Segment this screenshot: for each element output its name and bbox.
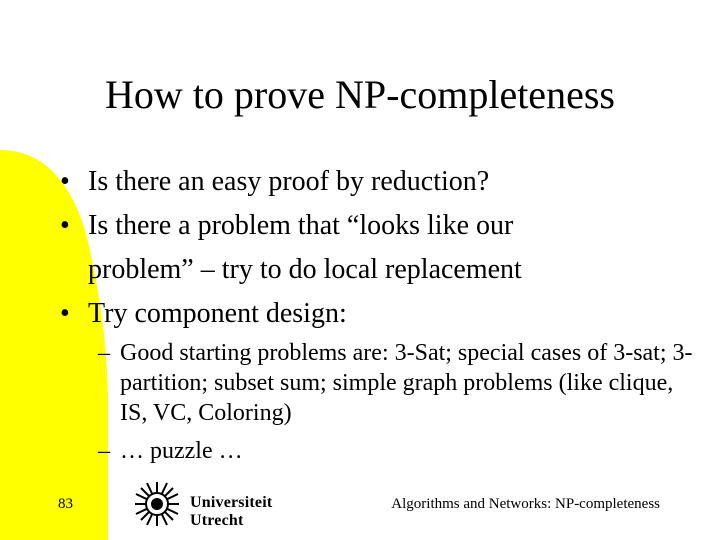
bullet-item (60, 160, 700, 204)
sub-bullet-item (98, 436, 698, 466)
sub-bullet-text: Good starting problems are: 3-Sat; special cases of 3-sat; 3-partition; subset sum; simple graph problems (like clique, IS, VC, Coloring) (120, 340, 693, 426)
bullet-item (60, 292, 700, 336)
bullet-item (60, 204, 608, 292)
bullet-marker: • (60, 298, 70, 329)
logo-text: Universiteit Utrecht (190, 494, 273, 529)
sub-bullet-marker: – (98, 340, 110, 366)
bullet-text: Is there an easy proof by reduction? (88, 166, 490, 197)
bullet-marker: • (60, 166, 70, 197)
sun-seal-icon (132, 480, 182, 528)
bullet-text: Try component design: (88, 298, 347, 329)
sub-bullet-list (98, 338, 698, 466)
sub-bullet-text: … puzzle … (120, 438, 243, 464)
page-number: 83 (58, 496, 73, 512)
university-logo (132, 480, 312, 528)
sub-bullet-item (98, 338, 698, 428)
sub-bullet-marker: – (98, 438, 110, 464)
footer-course-title: Algorithms and Networks: NP-completeness (391, 496, 660, 512)
bullet-list (60, 160, 700, 336)
slide-title: How to prove NP-completeness (105, 72, 615, 117)
bullet-text: Is there a problem that “looks like our problem” – try to do local replacement (88, 210, 522, 285)
bullet-marker: • (60, 210, 70, 241)
